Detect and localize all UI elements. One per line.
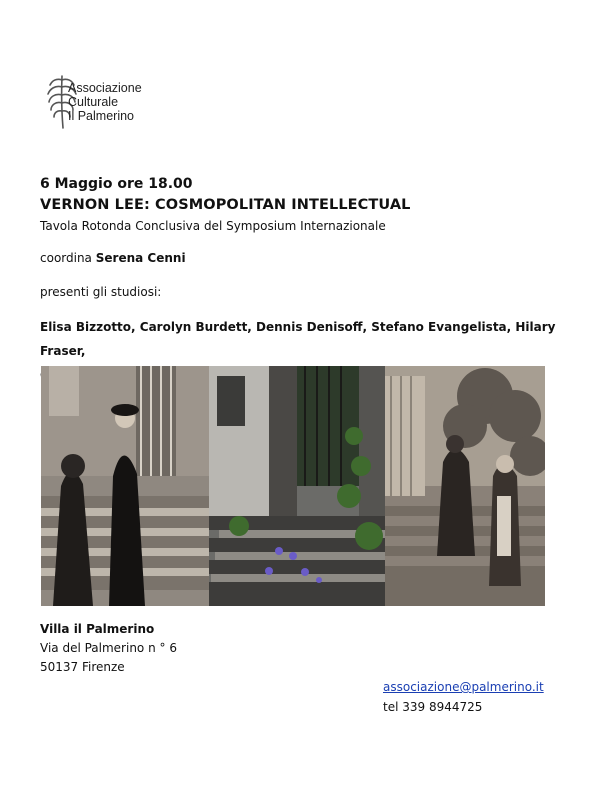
phone-number: tel 339 8944725: [383, 700, 483, 714]
event-date: 6 Maggio ore 18.00: [40, 176, 193, 192]
email-link[interactable]: associazione@palmerino.it: [383, 680, 544, 694]
speakers-line-1: Elisa Bizzotto, Carolyn Burdett, Dennis Denisoff, Stefano Evangelista, Hilary Fraser,: [40, 320, 556, 358]
coordinator-prefix: coordina: [40, 251, 92, 265]
logo-line-1: Associazione: [68, 81, 142, 95]
speakers-intro: presenti gli studiosi:: [40, 285, 162, 299]
event-title: VERNON LEE: COSMOPOLITAN INTELLECTUAL: [40, 197, 411, 213]
logo-wordmark: [68, 81, 142, 123]
coordinator-name: Serena Cenni: [95, 251, 186, 265]
event-subtitle: Tavola Rotonda Conclusiva del Symposium Internazionale: [40, 219, 386, 233]
logo-line-3: Il Palmerino: [68, 109, 134, 123]
contact-info: [383, 677, 544, 717]
historic-photo-garden-steps: [385, 366, 545, 606]
logo-line-2: Culturale: [68, 95, 119, 109]
venue-address: [40, 620, 177, 677]
venue-name: Villa il Palmerino: [40, 622, 155, 636]
venue-street: Via del Palmerino n ° 6: [40, 641, 177, 655]
coordinator-line: [40, 251, 186, 265]
photo-stone-steps-flowers: [209, 366, 385, 606]
historic-photo-women-on-steps: [41, 366, 209, 606]
association-logo: [46, 70, 176, 132]
photo-strip: [41, 366, 545, 606]
venue-city: 50137 Firenze: [40, 660, 125, 674]
